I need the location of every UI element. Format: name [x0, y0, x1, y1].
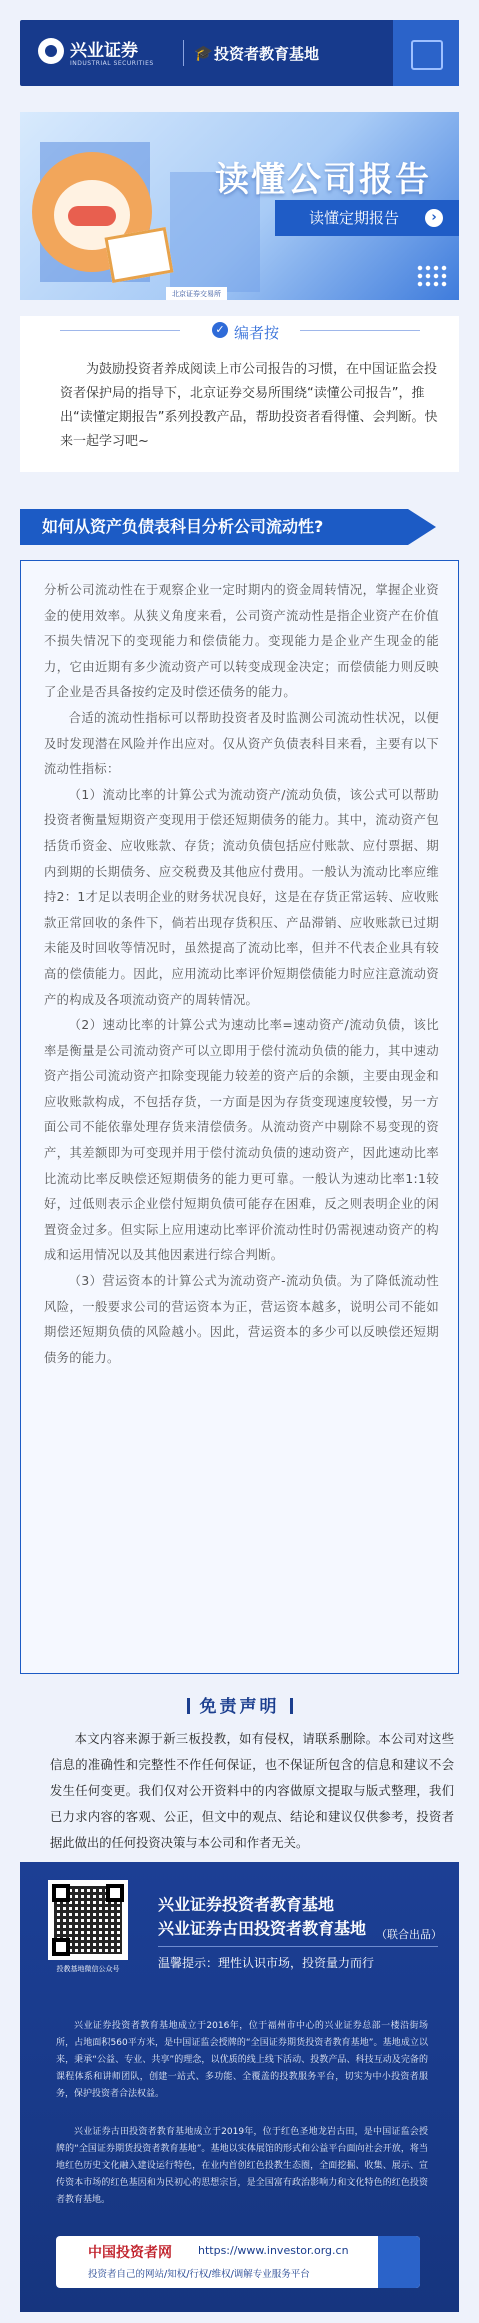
book-stack-icon — [393, 20, 459, 86]
disclaimer-title: 免责声明 — [0, 1692, 479, 1717]
question-heading: 如何从资产负债表科目分析公司流动性? — [20, 509, 408, 545]
brand-name-en: INDUSTRIAL SECURITIES — [70, 60, 154, 67]
header-divider — [183, 40, 184, 66]
risk-reminder: 温馨提示：理性认识市场，投资量力而行 — [158, 1956, 375, 1970]
series-link-label: 读懂定期报告 — [309, 209, 400, 227]
article-box — [20, 560, 459, 1674]
portal-title: 中国投资者网 — [88, 2245, 172, 2261]
brand-name: 兴业证券 — [70, 41, 138, 61]
footer-org-1: 兴业证券投资者教育基地 — [158, 1895, 335, 1914]
check-circle-icon: ✓ — [212, 322, 228, 338]
editor-note-title: 编者按 — [234, 324, 280, 342]
footer-org-2: 兴业证券古田投资者教育基地 — [158, 1919, 367, 1938]
joint-production-label: （联合出品） — [376, 1928, 442, 1941]
article-paragraph: 分析公司流动性在于观察企业一定时期内的资金周转情况，掌握企业资金的使用效率。从狭义角度来看，公司资产流动性是指企业资产在价值不损失情况下的变现能力和偿债能力。变现能力是企业产生现金的能力，它由近期有多少流动资产可以转变成现金决定；而偿债能力则反映了企业是否具备按约定及时偿还债务的能力。 — [44, 583, 439, 700]
hero-banner — [20, 112, 459, 300]
article-paragraph: 合适的流动性指标可以帮助投资者及时监测公司流动性状况，以便及时发现潜在风险并作出应对。仅从资产负债表科目来看，主要有以下流动性指标： — [44, 710, 439, 777]
qr-finder — [52, 1938, 70, 1956]
qr-finder — [52, 1884, 70, 1902]
note-divider-left — [60, 330, 180, 331]
disclaimer-body: 本文内容来源于新三板投教，如有侵权，请联系删除。本公司对这些信息的准确性和完整性不作任何保证，也不保证所包含的信息和建议不会发生任何变更。我们仅对公开资料中的内容做原文提取与版式整理，我们已力求内容的客观、公正，但文中的观点、结论和建议仅供参考，投资者据此做出的任何投资决策与本公司和作者无关。 — [50, 1732, 454, 1850]
base-title: 投资者教育基地 — [214, 45, 320, 63]
chevron-right-icon: › — [425, 209, 443, 227]
article-paragraph: （1）流动比率的计算公式为流动资产/流动负债，该公式可以帮助投资者衡量短期资产变现用于偿还短期债务的能力。其中，流动资产包括货币资金、应收账款、存货；流动负债包括应付账款、应付票据、期内到期的长期债务、应交税费及其他应付费用。一般认为流动比率应维持2：1才足以表明企业的财务状况良好，这是在存货正常运转、应收账款正常回收的条件下，倘若出现存货积压、产品滞销、应收账款已过期未能及时回收等情况时，虽然提高了流动比率，但并不代表企业具有较高的偿债能力。因此，应用流动比率评价短期偿债能力时应注意流动资产的构成及各项流动资产的周转情况。 — [44, 787, 439, 1007]
wechat-qr-code[interactable] — [48, 1880, 128, 1960]
dot-pattern — [416, 264, 448, 288]
brand-logo-icon — [38, 38, 64, 64]
exchange-sign: 北京证券交易所 — [166, 287, 227, 300]
note-divider-right — [300, 330, 420, 331]
footer-divider — [158, 1946, 438, 1947]
footer-panel — [20, 1862, 459, 2312]
article-paragraph: （3）营运资本的计算公式为流动资产-流动负债。为了降低流动性风险，一般要求公司的营运资本为正，营运资本越多，说明公司不能如期偿还短期负债的风险越小。因此，营运资本的多少可以反映偿还短期债务的能力。 — [44, 1274, 439, 1365]
editor-note-body: 为鼓励投资者养成阅读上市公司报告的习惯，在中国证监会投资者保护局的指导下，北京证券交易所围绕“读懂公司报告”，推出“读懂定期报告”系列投教产品，帮助投资者看得懂、会判断。快来一起学习吧~ — [60, 362, 438, 449]
article-content — [44, 578, 439, 1371]
portal-url[interactable]: https://www.investor.org.cn — [198, 2244, 349, 2257]
book-illustration — [104, 227, 173, 283]
graduation-cap-icon: 🎓 — [194, 44, 213, 62]
portal-accent-icon — [378, 2236, 420, 2288]
qr-caption: 投教基地微信公众号 — [56, 1965, 120, 1973]
series-link-button[interactable] — [275, 200, 459, 236]
portal-subtitle: 投资者自己的网站/知权/行权/维权/调解专业服务平台 — [88, 2269, 310, 2280]
investor-portal-link[interactable] — [56, 2236, 420, 2288]
footer-intro-2: 兴业证券古田投资者教育基地成立于2019年，位于红色圣地龙岩古田，是中国证监会授牌的“全国证券期货投资者教育基地”。基地以实体展馆的形式和公益平台面向社会开放，将当地红色历史文化融入建设运行特色，在业内首创红色投教生态圈，全面挖掘、收集、展示、宣传资本市场的红色基因和为民初心的思想宗旨，是全国富有政治影响力和文化特色的红色投资者教育基地。 — [56, 2127, 428, 2205]
qr-finder — [106, 1884, 124, 1902]
banner-title: 读懂公司报告 — [215, 160, 431, 200]
top-header — [20, 20, 459, 86]
article-paragraph: （2）速动比率的计算公式为速动比率=速动资产/流动负债，该比率是衡量是公司流动资产可以立即用于偿付流动负债的能力，其中速动资产指公司流动资产扣除变现能力较差的资产后的余额，主要由现金和应收账款构成，不包括存货，一方面是因为存货变现速度较慢，另一方面公司不能依靠处理存货来清偿债务。从流动资产中剔除不易变现的资产，其差额即为可变现并用于偿付流动负债的速动资产，因此速动比率比流动比率反映偿还短期债务的能力更可靠。一般认为速动比率1:1较好，过低则表示企业偿付短期负债可能存在困难，反之则表明企业的闲置资金过多。但实际上应用速动比率评价流动性时仍需视速动资产的构成和运用情况以及其他因素进行综合判断。 — [44, 1018, 439, 1263]
footer-intro-1: 兴业证券投资者教育基地成立于2016年，位于福州市中心的兴业证券总部一楼沿街场所，占地面积560平方米，是中国证监会授牌的“全国证券期货投资者教育基地”。基地成立以来，秉承“公益、专业、共享”的理念，以优质的线上线下活动、投教产品、科技互动及完备的课程体系和讲师团队，创建一站式、多功能、全覆盖的投教服务平台，切实为中小投资者服务，保护投资者合法权益。 — [56, 2021, 428, 2099]
